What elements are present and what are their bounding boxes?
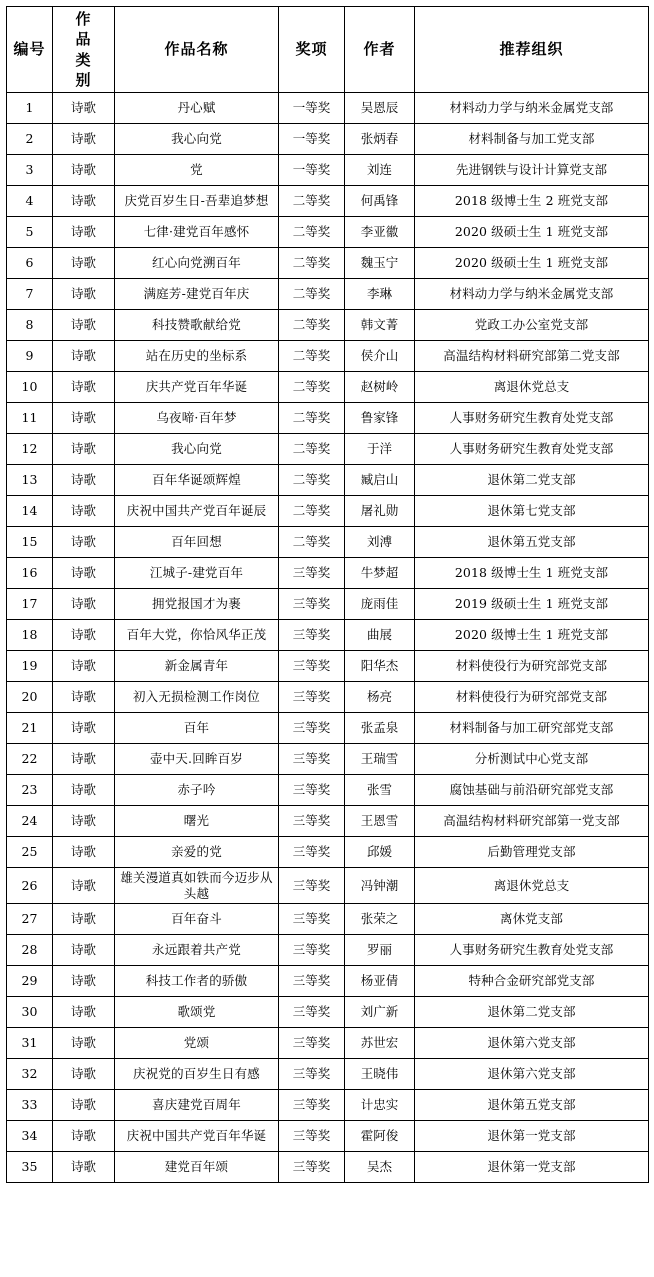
cell-prize: 二等奖: [279, 372, 345, 403]
cell-num: 12: [7, 434, 53, 465]
cell-author: 邱媛: [345, 837, 415, 868]
cell-org: 党政工办公室党支部: [415, 310, 649, 341]
table-row: [7, 186, 649, 217]
cell-num: 28: [7, 935, 53, 966]
cell-prize: 三等奖: [279, 935, 345, 966]
cell-org: 2020 级硕士生 1 班党支部: [415, 217, 649, 248]
cell-org: 材料使役行为研究部党支部: [415, 651, 649, 682]
table-row: [7, 1121, 649, 1152]
cell-prize: 三等奖: [279, 837, 345, 868]
cell-title: 喜庆建党百周年: [115, 1090, 279, 1121]
cell-num: 26: [7, 868, 53, 904]
cell-org: 特种合金研究部党支部: [415, 966, 649, 997]
cell-author: 臧启山: [345, 465, 415, 496]
cell-org: 后勤管理党支部: [415, 837, 649, 868]
cell-num: 22: [7, 744, 53, 775]
cell-prize: 二等奖: [279, 465, 345, 496]
cell-num: 21: [7, 713, 53, 744]
cell-org: 2020 级博士生 1 班党支部: [415, 620, 649, 651]
cell-title: 乌夜啼·百年梦: [115, 403, 279, 434]
cell-title: 百年大党，你恰风华正茂: [115, 620, 279, 651]
cell-author: 张炳春: [345, 124, 415, 155]
cell-org: 离退休党总支: [415, 868, 649, 904]
column-header-org: 推荐组织: [415, 7, 649, 93]
cell-author: 庞雨佳: [345, 589, 415, 620]
cell-category: 诗歌: [53, 966, 115, 997]
cell-prize: 三等奖: [279, 682, 345, 713]
cell-org: 离退休党总支: [415, 372, 649, 403]
cell-prize: 二等奖: [279, 217, 345, 248]
cell-title: 百年华诞颂辉煌: [115, 465, 279, 496]
cell-author: 吴杰: [345, 1152, 415, 1183]
cell-category: 诗歌: [53, 124, 115, 155]
cell-org: 退休第一党支部: [415, 1152, 649, 1183]
table-row: [7, 217, 649, 248]
cell-num: 31: [7, 1028, 53, 1059]
cell-title: 科技赞歌献给党: [115, 310, 279, 341]
cell-org: 退休第六党支部: [415, 1059, 649, 1090]
cell-title: 满庭芳-建党百年庆: [115, 279, 279, 310]
cell-category: 诗歌: [53, 248, 115, 279]
table-row: [7, 93, 649, 124]
cell-num: 5: [7, 217, 53, 248]
cell-author: 吴恩辰: [345, 93, 415, 124]
cell-num: 8: [7, 310, 53, 341]
cell-org: 人事财务研究生教育处党支部: [415, 403, 649, 434]
cell-author: 张荣之: [345, 904, 415, 935]
cell-org: 材料制备与加工党支部: [415, 124, 649, 155]
cell-category: 诗歌: [53, 904, 115, 935]
cell-prize: 一等奖: [279, 124, 345, 155]
column-header-category-label: 作品类别: [75, 10, 92, 89]
cell-num: 11: [7, 403, 53, 434]
cell-prize: 二等奖: [279, 248, 345, 279]
cell-title: 红心向党溯百年: [115, 248, 279, 279]
table-header: [7, 7, 649, 93]
cell-author: 刘广新: [345, 997, 415, 1028]
cell-category: 诗歌: [53, 434, 115, 465]
cell-prize: 二等奖: [279, 279, 345, 310]
cell-num: 29: [7, 966, 53, 997]
cell-num: 20: [7, 682, 53, 713]
cell-author: 王恩雪: [345, 806, 415, 837]
cell-author: 冯钟潮: [345, 868, 415, 904]
cell-prize: 三等奖: [279, 966, 345, 997]
table-row: [7, 806, 649, 837]
cell-prize: 三等奖: [279, 651, 345, 682]
cell-prize: 三等奖: [279, 806, 345, 837]
cell-title: 丹心赋: [115, 93, 279, 124]
cell-prize: 一等奖: [279, 155, 345, 186]
cell-num: 25: [7, 837, 53, 868]
cell-title: 百年奋斗: [115, 904, 279, 935]
cell-author: 鲁家锋: [345, 403, 415, 434]
cell-category: 诗歌: [53, 155, 115, 186]
cell-author: 王瑞雪: [345, 744, 415, 775]
cell-author: 何禹锋: [345, 186, 415, 217]
cell-author: 杨亚倩: [345, 966, 415, 997]
cell-org: 退休第二党支部: [415, 465, 649, 496]
cell-author: 刘连: [345, 155, 415, 186]
cell-org: 退休第五党支部: [415, 527, 649, 558]
cell-author: 侯介山: [345, 341, 415, 372]
table-row: [7, 966, 649, 997]
cell-title: 雄关漫道真如铁而今迈步从头越: [115, 868, 279, 904]
award-list-table: [6, 6, 649, 1183]
cell-num: 2: [7, 124, 53, 155]
cell-title: 歌颂党: [115, 997, 279, 1028]
cell-author: 王晓伟: [345, 1059, 415, 1090]
cell-category: 诗歌: [53, 527, 115, 558]
cell-title: 科技工作者的骄傲: [115, 966, 279, 997]
cell-num: 6: [7, 248, 53, 279]
table-row: [7, 434, 649, 465]
cell-org: 2018 级博士生 2 班党支部: [415, 186, 649, 217]
cell-title: 初入无损检测工作岗位: [115, 682, 279, 713]
cell-category: 诗歌: [53, 620, 115, 651]
cell-org: 高温结构材料研究部第一党支部: [415, 806, 649, 837]
cell-author: 霍阿俊: [345, 1121, 415, 1152]
column-header-prize: 奖项: [279, 7, 345, 93]
cell-author: 牛梦超: [345, 558, 415, 589]
table-row: [7, 558, 649, 589]
cell-prize: 三等奖: [279, 1028, 345, 1059]
cell-prize: 二等奖: [279, 527, 345, 558]
table-row: [7, 465, 649, 496]
cell-num: 17: [7, 589, 53, 620]
cell-category: 诗歌: [53, 713, 115, 744]
cell-org: 离休党支部: [415, 904, 649, 935]
cell-author: 阳华杰: [345, 651, 415, 682]
table-row: [7, 124, 649, 155]
cell-prize: 三等奖: [279, 713, 345, 744]
cell-category: 诗歌: [53, 1059, 115, 1090]
cell-title: 庆共产党百年华诞: [115, 372, 279, 403]
cell-category: 诗歌: [53, 837, 115, 868]
cell-prize: 三等奖: [279, 589, 345, 620]
table-row: [7, 651, 649, 682]
cell-title: 站在历史的坐标系: [115, 341, 279, 372]
table-row: [7, 279, 649, 310]
table-body: [7, 93, 649, 1183]
column-header-category: [53, 7, 115, 93]
cell-prize: 三等奖: [279, 1152, 345, 1183]
cell-prize: 二等奖: [279, 310, 345, 341]
table-row: [7, 372, 649, 403]
cell-org: 人事财务研究生教育处党支部: [415, 434, 649, 465]
cell-category: 诗歌: [53, 372, 115, 403]
cell-title: 曙光: [115, 806, 279, 837]
cell-title: 建党百年颂: [115, 1152, 279, 1183]
cell-org: 2019 级硕士生 1 班党支部: [415, 589, 649, 620]
cell-category: 诗歌: [53, 806, 115, 837]
cell-category: 诗歌: [53, 935, 115, 966]
cell-title: 七律·建党百年感怀: [115, 217, 279, 248]
cell-title: 我心向党: [115, 124, 279, 155]
cell-category: 诗歌: [53, 310, 115, 341]
cell-prize: 三等奖: [279, 775, 345, 806]
cell-category: 诗歌: [53, 279, 115, 310]
cell-org: 材料制备与加工研究部党支部: [415, 713, 649, 744]
column-header-title: 作品名称: [115, 7, 279, 93]
cell-author: 刘溥: [345, 527, 415, 558]
cell-category: 诗歌: [53, 1028, 115, 1059]
cell-author: 赵树岭: [345, 372, 415, 403]
cell-category: 诗歌: [53, 651, 115, 682]
column-header-author: 作者: [345, 7, 415, 93]
cell-title: 永远跟着共产党: [115, 935, 279, 966]
cell-title: 亲爱的党: [115, 837, 279, 868]
cell-org: 材料使役行为研究部党支部: [415, 682, 649, 713]
cell-title: 赤子吟: [115, 775, 279, 806]
cell-org: 退休第一党支部: [415, 1121, 649, 1152]
cell-title: 庆祝党的百岁生日有感: [115, 1059, 279, 1090]
cell-num: 3: [7, 155, 53, 186]
cell-prize: 三等奖: [279, 1121, 345, 1152]
column-header-num: 编号: [7, 7, 53, 93]
table-row: [7, 713, 649, 744]
cell-category: 诗歌: [53, 589, 115, 620]
cell-org: 退休第七党支部: [415, 496, 649, 527]
cell-category: 诗歌: [53, 682, 115, 713]
cell-prize: 三等奖: [279, 620, 345, 651]
cell-org: 退休第五党支部: [415, 1090, 649, 1121]
cell-author: 曲展: [345, 620, 415, 651]
cell-prize: 三等奖: [279, 868, 345, 904]
cell-org: 分析测试中心党支部: [415, 744, 649, 775]
cell-author: 张孟泉: [345, 713, 415, 744]
cell-num: 18: [7, 620, 53, 651]
cell-author: 张雪: [345, 775, 415, 806]
cell-num: 9: [7, 341, 53, 372]
cell-author: 韩文菁: [345, 310, 415, 341]
cell-title: 百年回想: [115, 527, 279, 558]
table-header-row: [7, 7, 649, 93]
cell-num: 13: [7, 465, 53, 496]
cell-author: 李亚徽: [345, 217, 415, 248]
cell-num: 23: [7, 775, 53, 806]
table-row: [7, 1028, 649, 1059]
cell-num: 30: [7, 997, 53, 1028]
cell-num: 24: [7, 806, 53, 837]
cell-title: 庆祝中国共产党百年华诞: [115, 1121, 279, 1152]
cell-prize: 二等奖: [279, 341, 345, 372]
table-row: [7, 904, 649, 935]
cell-category: 诗歌: [53, 186, 115, 217]
table-row: [7, 496, 649, 527]
cell-category: 诗歌: [53, 496, 115, 527]
cell-num: 10: [7, 372, 53, 403]
cell-title: 江城子-建党百年: [115, 558, 279, 589]
cell-category: 诗歌: [53, 403, 115, 434]
cell-title: 庆祝中国共产党百年诞辰: [115, 496, 279, 527]
table-row: [7, 1152, 649, 1183]
cell-title: 百年: [115, 713, 279, 744]
cell-title: 党颂: [115, 1028, 279, 1059]
cell-author: 屠礼勋: [345, 496, 415, 527]
table-row: [7, 775, 649, 806]
cell-prize: 一等奖: [279, 93, 345, 124]
cell-prize: 二等奖: [279, 496, 345, 527]
cell-prize: 二等奖: [279, 403, 345, 434]
table-row: [7, 997, 649, 1028]
cell-num: 14: [7, 496, 53, 527]
cell-title: 我心向党: [115, 434, 279, 465]
cell-author: 苏世宏: [345, 1028, 415, 1059]
cell-title: 新金属青年: [115, 651, 279, 682]
cell-author: 李琳: [345, 279, 415, 310]
cell-org: 2020 级硕士生 1 班党支部: [415, 248, 649, 279]
table-row: [7, 403, 649, 434]
cell-category: 诗歌: [53, 1152, 115, 1183]
cell-num: 7: [7, 279, 53, 310]
table-row: [7, 589, 649, 620]
table-row: [7, 155, 649, 186]
cell-num: 19: [7, 651, 53, 682]
cell-prize: 三等奖: [279, 558, 345, 589]
cell-category: 诗歌: [53, 744, 115, 775]
cell-org: 先进钢铁与设计计算党支部: [415, 155, 649, 186]
cell-org: 高温结构材料研究部第二党支部: [415, 341, 649, 372]
cell-prize: 二等奖: [279, 186, 345, 217]
cell-category: 诗歌: [53, 775, 115, 806]
cell-prize: 三等奖: [279, 1090, 345, 1121]
cell-author: 魏玉宁: [345, 248, 415, 279]
table-row: [7, 935, 649, 966]
cell-category: 诗歌: [53, 93, 115, 124]
cell-author: 于洋: [345, 434, 415, 465]
table-row: [7, 341, 649, 372]
cell-prize: 三等奖: [279, 744, 345, 775]
cell-num: 1: [7, 93, 53, 124]
table-row: [7, 310, 649, 341]
cell-org: 人事财务研究生教育处党支部: [415, 935, 649, 966]
cell-category: 诗歌: [53, 465, 115, 496]
cell-author: 罗丽: [345, 935, 415, 966]
cell-prize: 三等奖: [279, 1059, 345, 1090]
cell-num: 32: [7, 1059, 53, 1090]
table-row: [7, 1090, 649, 1121]
cell-category: 诗歌: [53, 341, 115, 372]
cell-num: 33: [7, 1090, 53, 1121]
cell-title: 壶中天.回眸百岁: [115, 744, 279, 775]
cell-title: 党: [115, 155, 279, 186]
cell-num: 4: [7, 186, 53, 217]
table-row: [7, 837, 649, 868]
cell-prize: 三等奖: [279, 904, 345, 935]
cell-org: 退休第六党支部: [415, 1028, 649, 1059]
table-row: [7, 1059, 649, 1090]
cell-num: 16: [7, 558, 53, 589]
cell-org: 材料动力学与纳米金属党支部: [415, 279, 649, 310]
table-row: [7, 620, 649, 651]
cell-num: 34: [7, 1121, 53, 1152]
cell-category: 诗歌: [53, 558, 115, 589]
table-row: [7, 682, 649, 713]
cell-org: 退休第二党支部: [415, 997, 649, 1028]
cell-prize: 三等奖: [279, 997, 345, 1028]
cell-num: 27: [7, 904, 53, 935]
table-row: [7, 744, 649, 775]
cell-org: 腐蚀基础与前沿研究部党支部: [415, 775, 649, 806]
cell-org: 2018 级博士生 1 班党支部: [415, 558, 649, 589]
cell-author: 计忠实: [345, 1090, 415, 1121]
cell-title: 拥党报国才为裹: [115, 589, 279, 620]
cell-prize: 二等奖: [279, 434, 345, 465]
cell-title: 庆党百岁生日-吾辈追梦想: [115, 186, 279, 217]
cell-num: 15: [7, 527, 53, 558]
cell-org: 材料动力学与纳米金属党支部: [415, 93, 649, 124]
cell-author: 杨亮: [345, 682, 415, 713]
cell-num: 35: [7, 1152, 53, 1183]
cell-category: 诗歌: [53, 868, 115, 904]
table-row: [7, 527, 649, 558]
cell-category: 诗歌: [53, 1090, 115, 1121]
cell-category: 诗歌: [53, 1121, 115, 1152]
table-row: [7, 868, 649, 904]
cell-category: 诗歌: [53, 997, 115, 1028]
cell-category: 诗歌: [53, 217, 115, 248]
table-row: [7, 248, 649, 279]
